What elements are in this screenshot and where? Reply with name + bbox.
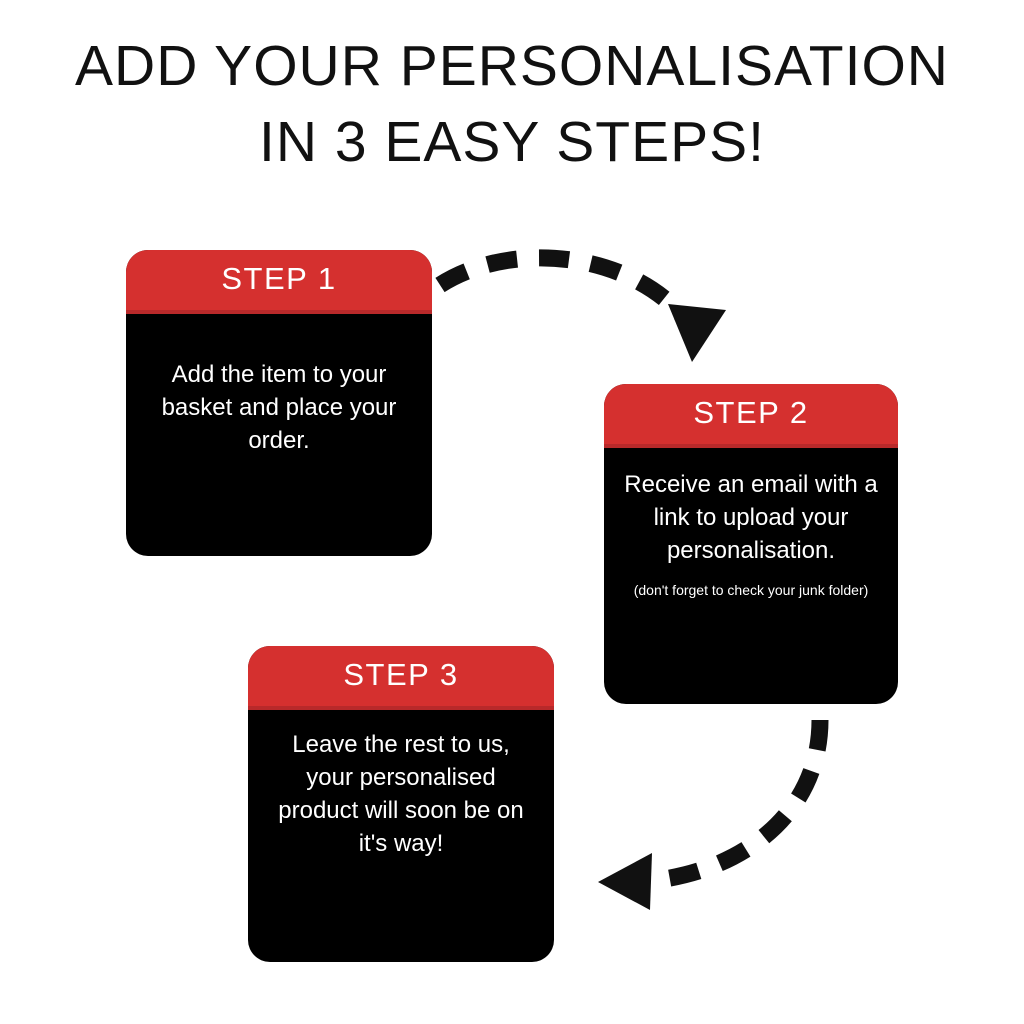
step-card-2-body <box>604 448 898 704</box>
step-card-3-text: Leave the rest to us, your personalised product will soon be on it's way! <box>278 731 524 857</box>
step-card-1 <box>126 250 432 556</box>
step-card-1-text: Add the item to your basket and place your order. <box>161 361 397 454</box>
step-card-2 <box>604 384 898 704</box>
page-title <box>0 28 1024 180</box>
step-card-2-text: Receive an email with a link to upload your personalisation. <box>624 471 878 564</box>
step-card-1-body <box>126 314 432 556</box>
step-card-2-header: STEP 2 <box>604 384 898 448</box>
arrow-step2-to-step3-icon <box>570 710 870 910</box>
step-card-1-header: STEP 1 <box>126 250 432 314</box>
step-card-3-header: STEP 3 <box>248 646 554 710</box>
page-title-line-2: IN 3 EASY STEPS! <box>259 110 765 174</box>
step-card-3-body <box>248 710 554 962</box>
arrow-step1-to-step2-icon <box>430 240 750 400</box>
step-card-2-note: (don't forget to check your junk folder) <box>633 582 869 598</box>
page-title-line-1: ADD YOUR PERSONALISATION <box>75 34 949 98</box>
step-card-3 <box>248 646 554 962</box>
